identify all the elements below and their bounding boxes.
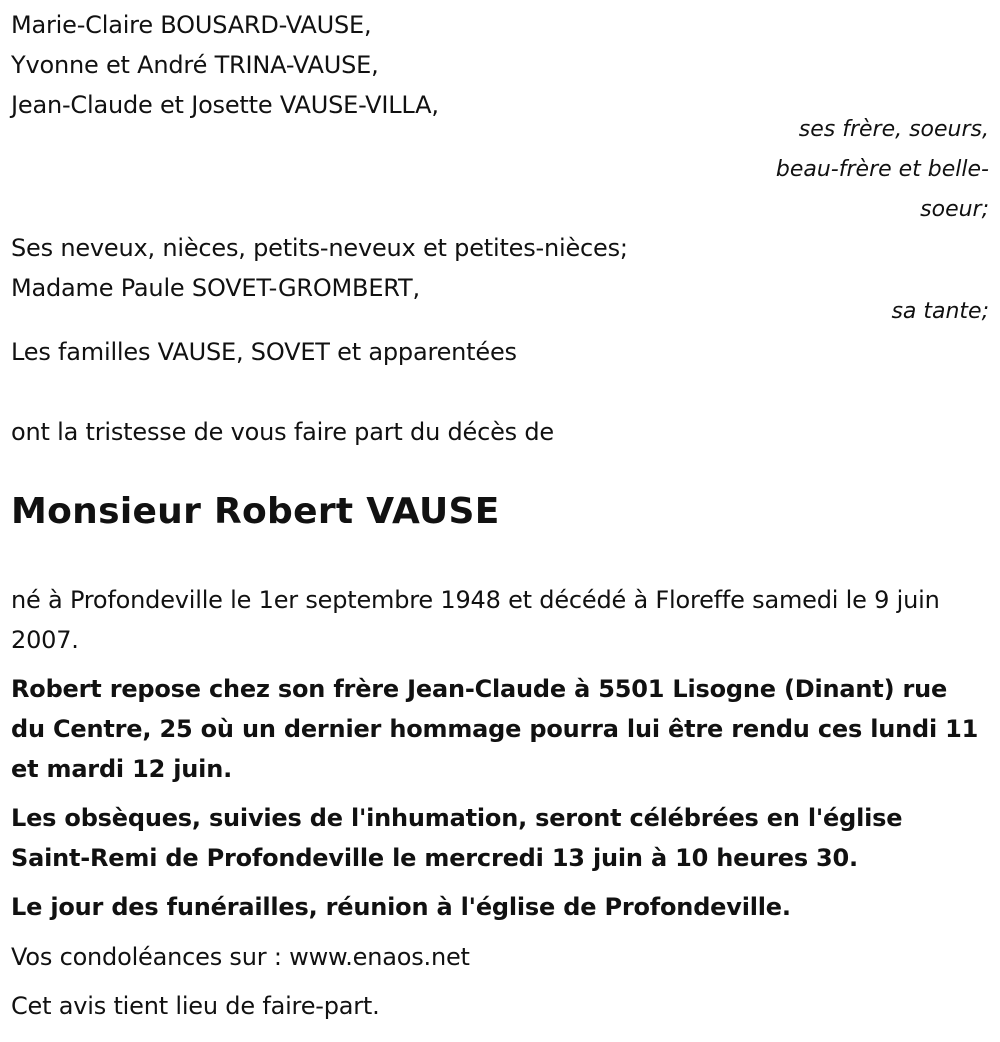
funeral-text: Les obsèques, suivies de l'inhumation, seront célébrées en l'église Saint-Remi de Profondeville le mercredi 13 juin à 10 heures 30. xyxy=(11,804,903,872)
notice-text: Cet avis tient lieu de faire-part. xyxy=(11,992,380,1020)
relation-siblings-line1: ses frère, soeurs, xyxy=(798,117,989,142)
intro-text: ont la tristesse de vous faire part du décès de xyxy=(11,418,554,446)
deceased-name: Monsieur Robert VAUSE xyxy=(11,491,500,532)
family-line-nephews: Ses neveux, nièces, petits-neveux et petites-nièces; xyxy=(11,234,628,262)
relation-siblings-line3: soeur; xyxy=(920,197,989,222)
condolences-text: Vos condoléances sur : www.enaos.net xyxy=(11,943,470,971)
birth-death-text: né à Profondeville le 1er septembre 1948 et décédé à Floreffe samedi le 9 juin 2007. xyxy=(11,586,940,654)
family-line-families: Les familles VAUSE, SOVET et apparentées xyxy=(11,338,517,366)
family-line-bousard: Marie-Claire BOUSARD-VAUSE, xyxy=(11,11,372,39)
meeting-text: Le jour des funérailles, réunion à l'église de Profondeville. xyxy=(11,893,791,921)
family-line-sovet: Madame Paule SOVET-GROMBERT, xyxy=(11,274,420,302)
relation-siblings-line2: beau-frère et belle- xyxy=(775,157,989,182)
family-line-trina: Yvonne et André TRINA-VAUSE, xyxy=(11,51,379,79)
relation-aunt: sa tante; xyxy=(891,299,989,324)
repose-text: Robert repose chez son frère Jean-Claude à 5501 Lisogne (Dinant) rue du Centre, 25 où un dernier hommage pourra lui être rendu ces lundi 11 et mardi 12 juin. xyxy=(11,675,979,783)
family-line-vause-villa: Jean-Claude et Josette VAUSE-VILLA, xyxy=(11,91,439,119)
